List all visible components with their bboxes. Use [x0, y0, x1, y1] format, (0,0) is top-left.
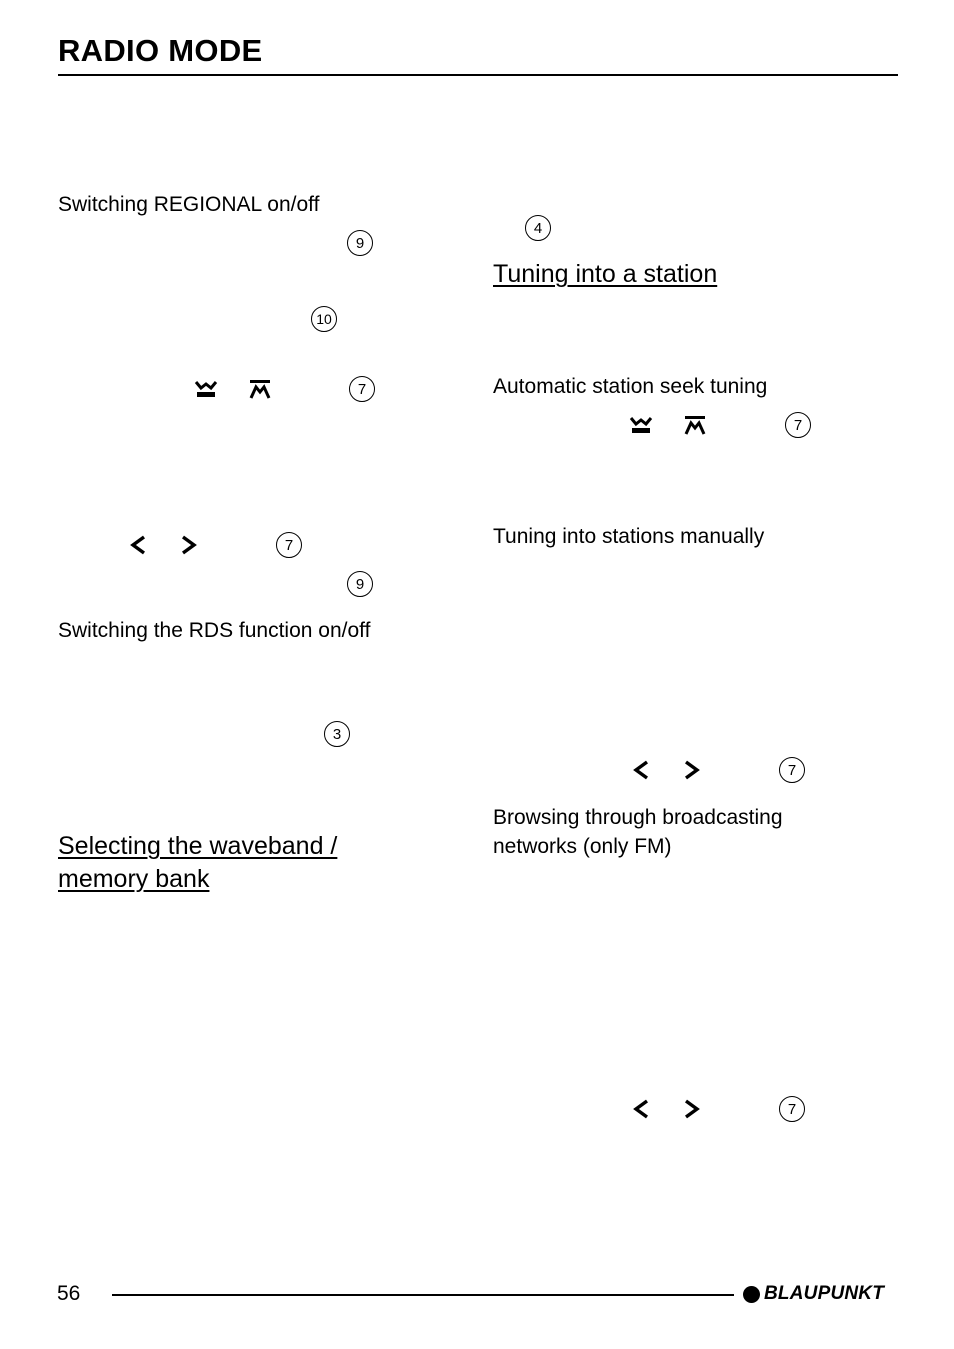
- brand-name: BLAUPUNKT: [764, 1283, 885, 1304]
- callout-9: 9: [347, 230, 373, 256]
- arrow-right-icon: [679, 759, 705, 781]
- arrow-left-icon: [126, 534, 152, 556]
- arrow-left-icon: [629, 759, 655, 781]
- browse-subheading-line2: networks (only FM): [493, 835, 672, 858]
- callout-7: 7: [276, 532, 302, 558]
- rds-subheading: Switching the RDS function on/off: [58, 619, 371, 642]
- title-divider: [58, 74, 898, 76]
- waveband-heading-line1: Selecting the waveband /: [58, 832, 338, 860]
- browse-subheading-line1: Browsing through broadcasting: [493, 806, 783, 829]
- waveband-heading-line2: memory bank: [58, 865, 210, 893]
- callout-7: 7: [779, 757, 805, 783]
- callout-7: 7: [785, 412, 811, 438]
- arrow-down-icon: [628, 414, 654, 436]
- arrow-right-icon: [176, 534, 202, 556]
- arrow-left-icon: [629, 1098, 655, 1120]
- callout-7: 7: [349, 376, 375, 402]
- seek-subheading: Automatic station seek tuning: [493, 375, 768, 398]
- callout-7: 7: [779, 1096, 805, 1122]
- arrow-up-icon: [682, 414, 708, 436]
- callout-3: 3: [324, 721, 350, 747]
- manual-subheading: Tuning into stations manually: [493, 525, 765, 548]
- tuning-heading: Tuning into a station: [493, 260, 718, 288]
- page-number: 56: [57, 1282, 81, 1305]
- regional-subheading: Switching REGIONAL on/off: [58, 193, 320, 216]
- footer-divider: [112, 1294, 734, 1296]
- callout-9: 9: [347, 571, 373, 597]
- arrow-down-icon: [193, 378, 219, 400]
- callout-10: 10: [311, 306, 337, 332]
- logo-dot-icon: [743, 1286, 760, 1303]
- brand-logo: [743, 1283, 884, 1305]
- arrow-up-icon: [247, 378, 273, 400]
- page-title: RADIO MODE: [58, 33, 263, 68]
- callout-4: 4: [525, 215, 551, 241]
- arrow-right-icon: [679, 1098, 705, 1120]
